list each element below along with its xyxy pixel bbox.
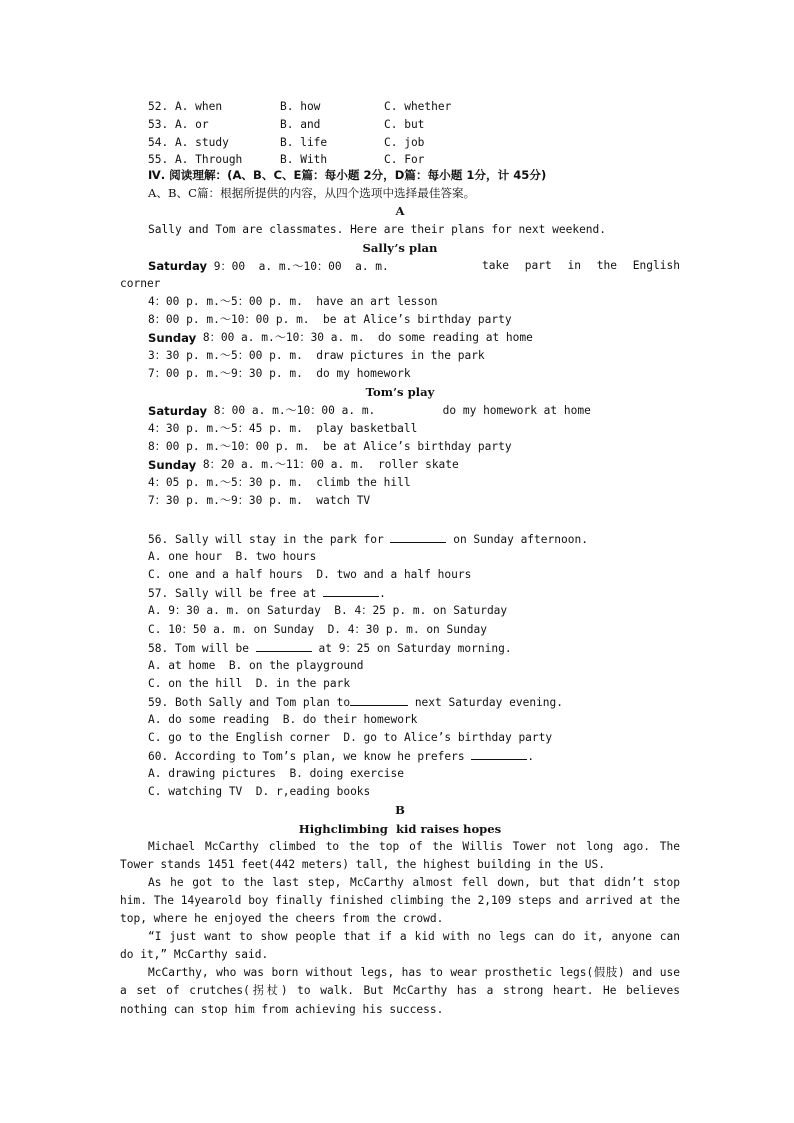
schedule-row: [120, 293, 680, 311]
question-options: A. one hour B. two hours: [148, 550, 317, 564]
schedule-row: [120, 420, 680, 438]
schedule-time: 8：20 a. m.～11：00 a. m.: [196, 457, 365, 471]
option-b: B. and: [280, 118, 321, 132]
spacer: [120, 510, 680, 530]
schedule-activity: watch TV: [302, 493, 371, 507]
option-row-54: [120, 134, 680, 152]
passage-b-label: B: [395, 803, 405, 818]
question-options: A. 9：30 a. m. on Saturday B. 4：25 p. m. on Saturday: [148, 604, 508, 618]
paragraph-text: As he got to the last step, McCarthy almost fell down, but that didn’t stop him. The 14yearold boy finally finished climbing the 2,109 steps and arrived at the top, where he enjoyed the cheers from the crowd.: [120, 875, 680, 926]
paragraph-text: “I just want to show people that if a kid with no legs can do it, anyone can do it,” McCarthy said.: [120, 930, 680, 962]
schedule-row: [120, 257, 680, 275]
stem-text: 57. Sally will be free at: [148, 587, 324, 601]
schedule-row: [120, 347, 680, 365]
answer-blank: [256, 639, 312, 652]
schedule-time: 8：00 p. m.～10：00 p. m.: [148, 313, 310, 327]
schedule-activity-word: take: [482, 258, 509, 272]
schedule-time: 7：00 p. m.～9：30 p. m.: [148, 367, 303, 381]
section-instruction: A、B、C篇：根据所提供的内容，从四个选项中选择最佳答案。: [148, 186, 476, 201]
question-stem: [120, 584, 680, 602]
schedule-row: [120, 474, 680, 492]
schedule-time: 8：00 a. m.～10：00 a. m.: [207, 403, 376, 417]
option-c: C. job: [384, 136, 425, 150]
tom-plan-title: Tom’s play: [365, 385, 435, 400]
schedule-row: [120, 438, 680, 456]
schedule-time: 8：00 p. m.～10：00 p. m.: [148, 439, 310, 453]
option-row-52: [120, 98, 680, 116]
sally-plan-title: Sally’s plan: [362, 240, 438, 255]
schedule-time: 4：05 p. m.～5：30 p. m.: [148, 475, 303, 489]
option-a: 52. A. when: [148, 100, 223, 113]
schedule-activity: have an art lesson: [302, 294, 438, 308]
schedule-activity: do some reading at home: [364, 331, 533, 345]
schedule-row: [120, 456, 680, 474]
option-a: 54. A. study: [148, 136, 229, 150]
schedule-activity-word: English: [632, 258, 680, 272]
question-options: A. drawing pictures B. doing exercise: [148, 767, 404, 781]
schedule-row: [120, 365, 680, 383]
question-options: C. 10：50 a. m. on Sunday D. 4：30 p. m. on Sunday: [148, 622, 487, 636]
schedule-time: 4：00 p. m.～5：00 p. m.: [148, 294, 303, 308]
passage-b-paragraph: [120, 838, 680, 874]
option-b: B. With: [280, 153, 328, 167]
stem-text: 56. Sally will stay in the park for: [148, 533, 391, 547]
option-b: B. life: [280, 136, 328, 150]
option-c: C. whether: [384, 100, 452, 113]
option-c: C. For: [384, 153, 425, 167]
schedule-activity: do my homework at home: [375, 403, 591, 417]
question-stem: [120, 639, 680, 657]
schedule-activity-word: in: [567, 258, 581, 272]
question-options: C. one and a half hours D. two and a half hours: [148, 568, 472, 582]
answer-blank: [471, 747, 527, 760]
passage-b-paragraph: [120, 964, 680, 1018]
exam-page: [120, 98, 680, 1019]
schedule-time: 7：30 p. m.～9：30 p. m.: [148, 493, 303, 507]
schedule-activity: climb the hill: [302, 475, 411, 489]
schedule-time: 3：30 p. m.～5：00 p. m.: [148, 349, 303, 363]
option-row-53: [120, 116, 680, 134]
question-stem: [120, 693, 680, 711]
stem-text: 60. According to Tom’s plan, we know he prefers: [148, 750, 472, 764]
question-options: A. at home B. on the playground: [148, 658, 364, 672]
answer-blank: [350, 693, 408, 706]
question-options: C. watching TV D. r,eading books: [148, 785, 371, 799]
schedule-activity: draw pictures in the park: [302, 349, 485, 363]
paragraph-text: McCarthy, who was born without legs, has to wear prosthetic legs(假肢) and use a set of crutches(拐杖) to walk. But McCarthy has a strong heart. He believes nothing can stop him from achieving his success.: [120, 966, 680, 1016]
question-options: C. on the hill D. in the park: [148, 676, 351, 690]
schedule-activity: be at Alice’s birthday party: [309, 439, 512, 453]
passage-b-paragraph: [120, 874, 680, 928]
option-c: C. but: [384, 118, 425, 132]
schedule-row: [120, 311, 680, 329]
schedule-activity-word: part: [524, 258, 552, 272]
schedule-row: [120, 402, 680, 420]
stem-text: 58. Tom will be: [148, 641, 256, 655]
stem-text: 59. Both Sally and Tom plan to: [148, 695, 351, 709]
schedule-wrap: corner: [120, 276, 161, 290]
schedule-day: Saturday: [148, 403, 208, 418]
passage-b-paragraph: [120, 928, 680, 964]
question-options: A. do some reading B. do their homework: [148, 713, 418, 726]
section-header: Ⅳ. 阅读理解：(A、B、C、E篇：每小题 2分，D篇：每小题 1分，计 45分): [148, 168, 547, 183]
option-row-55: [120, 152, 680, 166]
questions: [120, 530, 680, 801]
schedule-activity: roller skate: [364, 457, 459, 471]
question-stem: [120, 747, 680, 765]
schedule-day: Sunday: [148, 331, 197, 346]
schedule-time: 9：00 a. m.～10：00 a. m.: [207, 259, 389, 273]
schedule-activity: be at Alice’s birthday party: [309, 313, 512, 327]
schedule-time: 4：30 p. m.～5：45 p. m.: [148, 421, 303, 435]
passage-a-label: A: [395, 204, 405, 219]
paragraph-text: Michael McCarthy climbed to the top of the Willis Tower not long ago. The Tower stands 1451 feet(442 meters) tall, the highest building in the US.: [120, 839, 680, 871]
schedule-time: 8：00 a. m.～10：30 a. m.: [196, 331, 365, 345]
stem-text: .: [379, 587, 386, 601]
schedule-activity-word: the: [596, 258, 617, 272]
option-a: 55. A. Through: [148, 153, 243, 167]
schedule-activity: do my homework: [302, 367, 411, 381]
schedule-row: [120, 329, 680, 347]
option-a: 53. A. or: [148, 118, 209, 132]
cloze-options: [120, 98, 680, 166]
schedule-row: [120, 492, 680, 510]
stem-text: .: [527, 750, 535, 764]
option-b: B. how: [280, 100, 321, 113]
passage-a-intro: Sally and Tom are classmates. Here are their plans for next weekend.: [148, 222, 607, 236]
stem-text: next Saturday evening.: [408, 695, 563, 709]
question-stem: [120, 530, 680, 548]
answer-blank: [323, 584, 379, 597]
question-options: C. go to the English corner D. go to Alice’s birthday party: [148, 731, 553, 745]
passage-b-title: Highclimbing kid raises hopes: [298, 821, 502, 836]
stem-text: at 9：25 on Saturday morning.: [311, 641, 512, 655]
answer-blank: [390, 530, 446, 543]
schedule-activity: play basketball: [302, 421, 418, 435]
schedule-day: Saturday: [148, 258, 208, 273]
schedule-day: Sunday: [148, 457, 197, 472]
stem-text: on Sunday afternoon.: [446, 533, 588, 547]
